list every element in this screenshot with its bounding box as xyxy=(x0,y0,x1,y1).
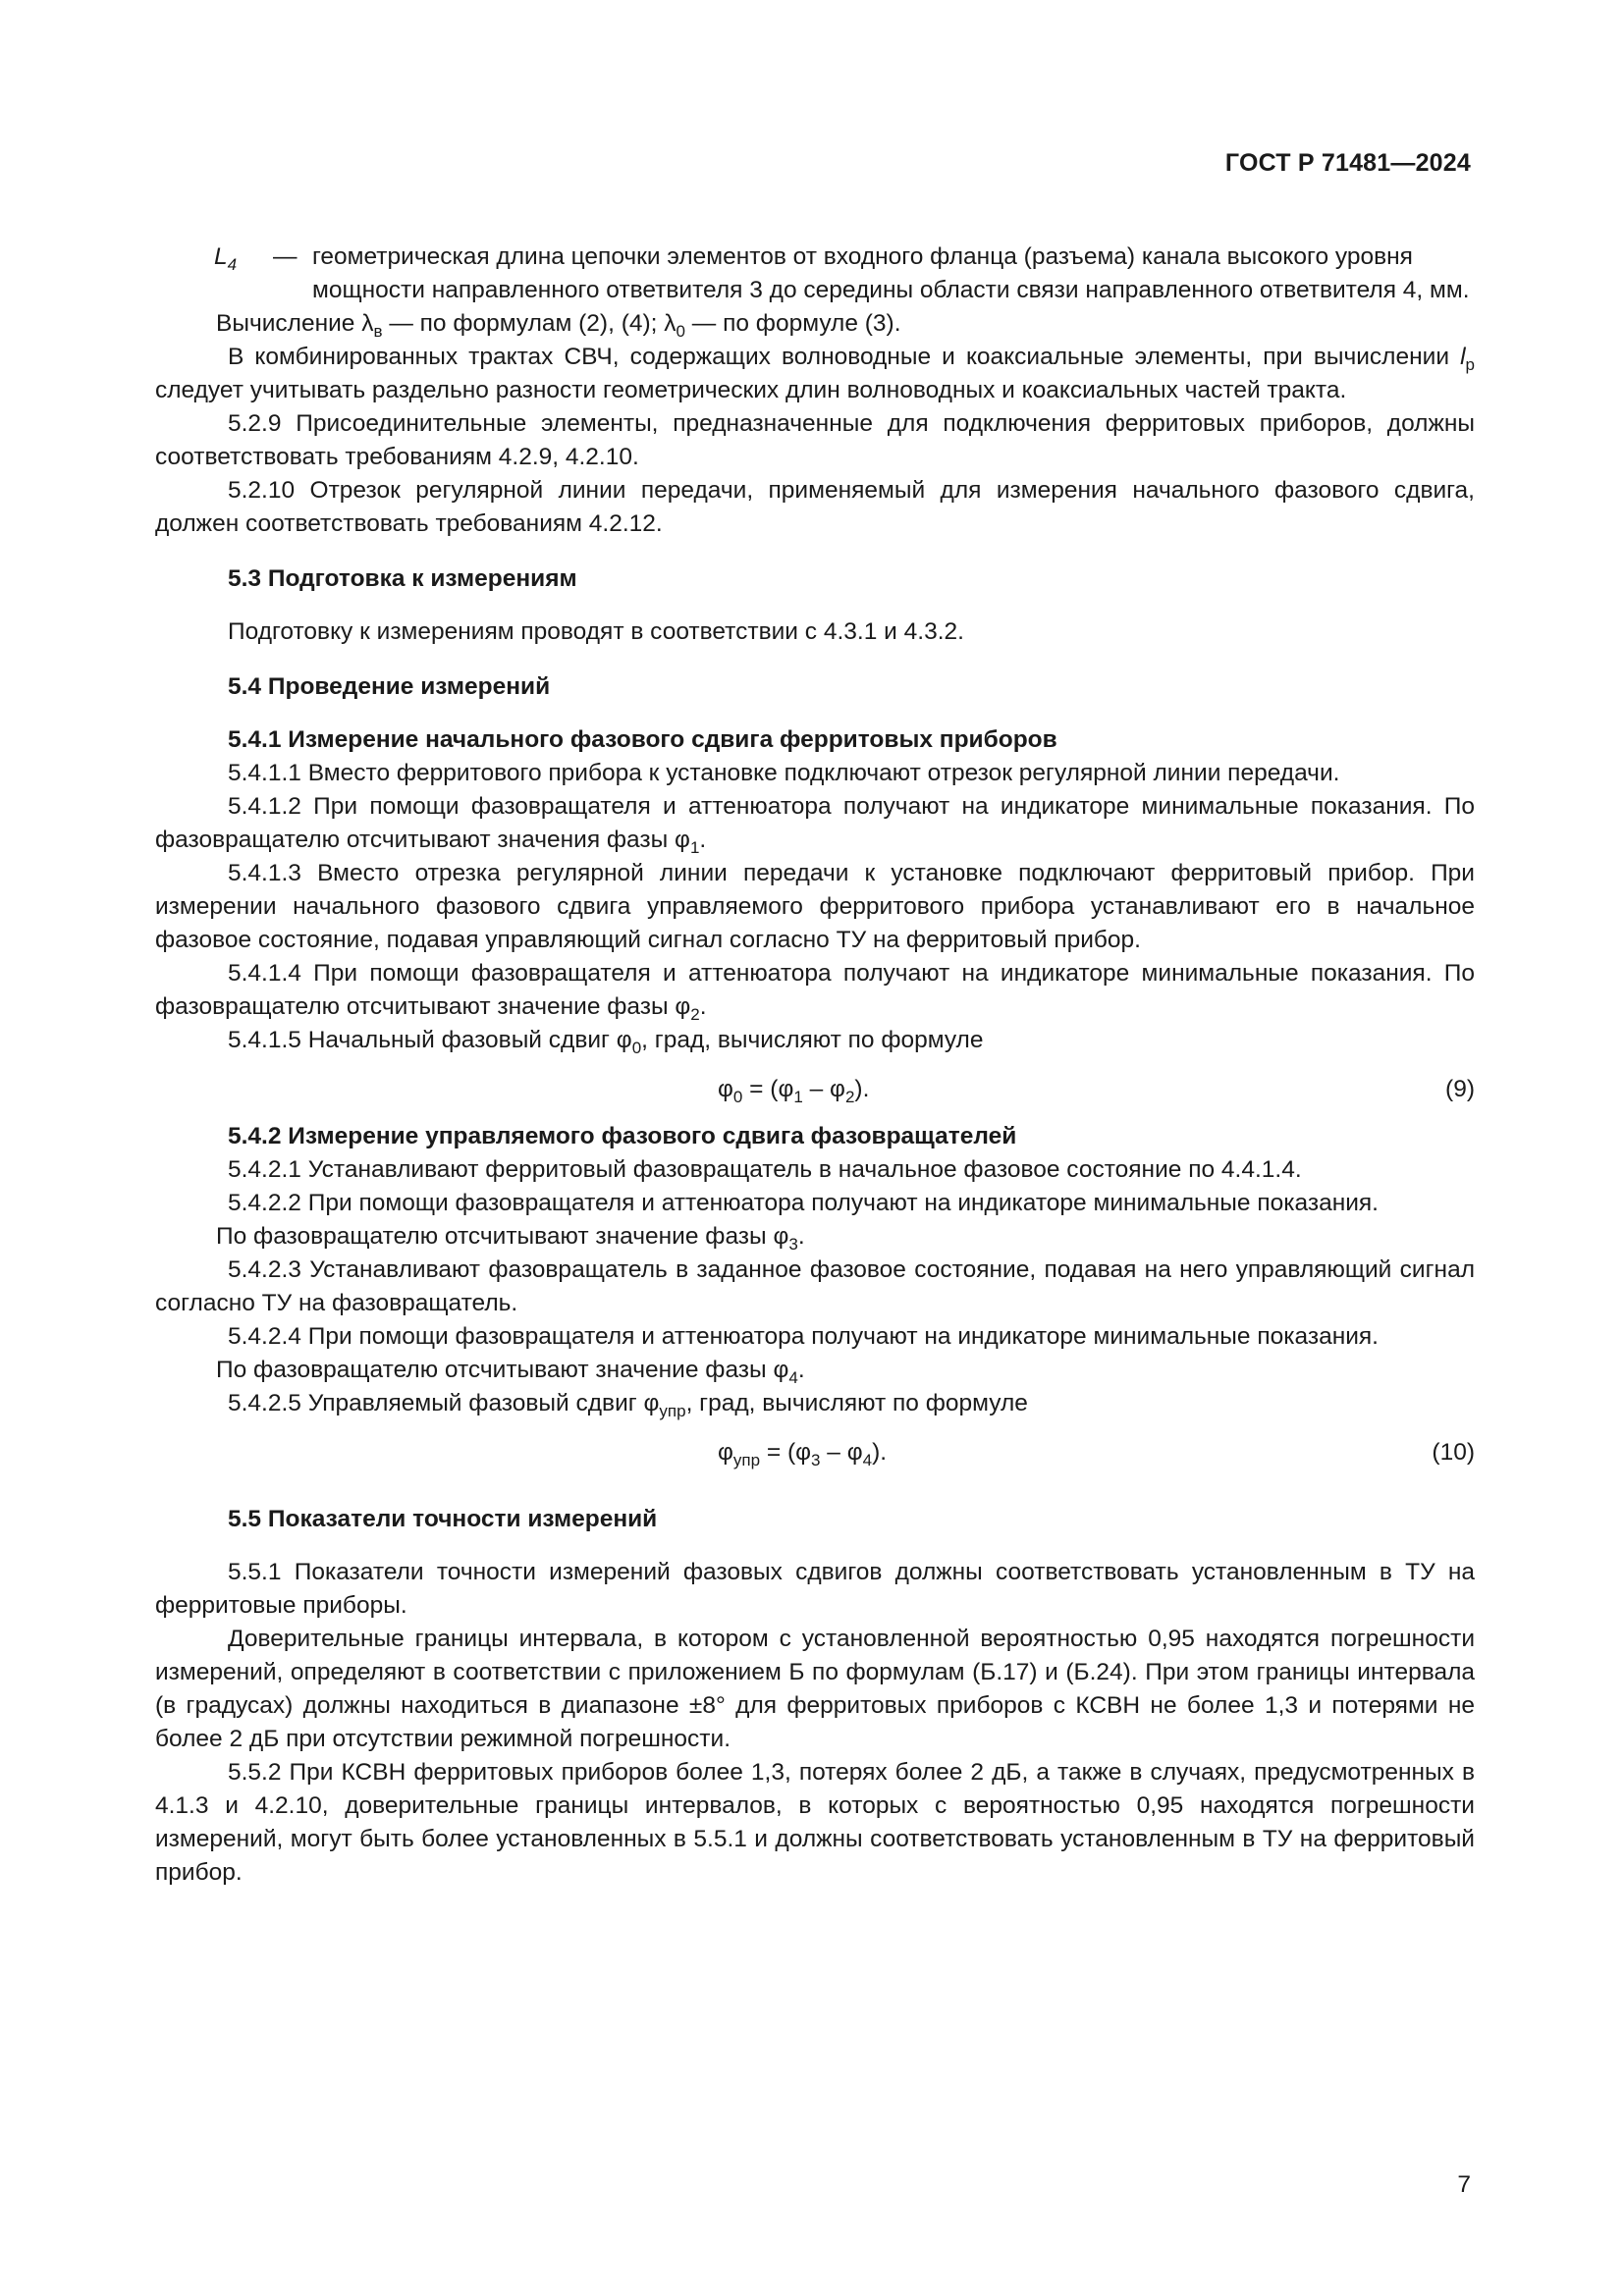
clause-5-4-1-2: 5.4.1.2 При помощи фазовращателя и аттенюатора получают на индикаторе минимальные показания. По фазовращателю отсчитывают значения фазы $\varphi_1$. xyxy=(155,793,1475,857)
formula-10 xyxy=(155,1430,1475,1473)
document-code-header: ГОСТ Р 71481—2024 xyxy=(1224,149,1471,177)
clause-5-5-1: 5.5.1 Показатели точности измерений фазовых сдвигов должны соответствовать установленным в ТУ на ферритовые приборы. xyxy=(155,1559,1475,1619)
symbol-subscript: 4 xyxy=(227,255,238,274)
definition-text: геометрическая длина цепочки элементов от входного фланца (разъема) канала высокого уровня мощности направленного ответвителя 3 до середины области связи направленного ответвителя 4, мм. xyxy=(312,243,1470,303)
heading-5-4-1: 5.4.1 Измерение начального фазового сдвига ферритовых приборов xyxy=(228,726,1057,753)
clause-5-3-text: Подготовку к измерениям проводят в соответствии с 4.3.1 и 4.3.2. xyxy=(228,618,964,645)
formula-10-number: (10) xyxy=(1432,1439,1475,1466)
read-phase-3: По фазовращателю отсчитывают значение фазы $\varphi_3$. xyxy=(216,1223,805,1254)
clause-5-4-1-5: 5.4.1.5 Начальный фазовый сдвиг $\varphi_0$, град, вычисляют по формуле xyxy=(228,1027,984,1057)
heading-5-4-2: 5.4.2 Измерение управляемого фазового сдвига фазовращателей xyxy=(228,1123,1017,1149)
document-body xyxy=(155,240,1475,1890)
heading-5-4: 5.4 Проведение измерений xyxy=(228,673,551,700)
clause-5-2-9: 5.2.9 Присоединительные элементы, предназначенные для подключения ферритовых приборов, должны соответствовать требованиям 4.2.9, 4.2.10. xyxy=(155,410,1475,470)
formula-10-expression: $\varphi_{упр} = (\varphi_3 - \varphi_4)$. xyxy=(718,1439,888,1469)
read-phase-4: По фазовращателю отсчитывают значение фазы $\varphi_4$. xyxy=(216,1357,805,1387)
clause-5-4-2-1: 5.4.2.1 Устанавливают ферритовый фазовращатель в начальное фазовое состояние по 4.4.1.4. xyxy=(228,1156,1302,1183)
clause-5-5-2: 5.5.2 При КСВН ферритовых приборов более 1,3, потерях более 2 дБ, а также в случаях, предусмотренных в 4.1.3 и 4.2.10, доверительные границы интервалов, в которых с вероятностью 0,95 находятся погрешности измерений, могут быть более установленных в 5.5.1 и должны соответствовать установленным в ТУ на ферритовый прибор. xyxy=(155,1759,1475,1886)
heading-5-3: 5.3 Подготовка к измерениям xyxy=(228,565,577,592)
clause-5-4-1-3: 5.4.1.3 Вместо отрезка регулярной линии передачи к установке подключают ферритовый прибор. При измерении начального фазового сдвига управляемого ферритового прибора устанавливают его в начальное фазовое состояние, подавая управляющий сигнал согласно ТУ на ферритовый прибор. xyxy=(155,860,1475,953)
confidence-bounds-paragraph: Доверительные границы интервала, в котором с установленной вероятностью 0,95 находятся погрешности измерений, определяют в соответствии с приложением Б по формулам (Б.17) и (Б.24). При этом границы интервала (в градусах) должны находиться в диапазоне ±8° для ферритовых приборов с КСВН не более 1,3 и потерями не более 2 дБ при отсутствии режимной погрешности. xyxy=(155,1626,1475,1752)
page-number: 7 xyxy=(1457,2171,1471,2198)
clause-5-4-1-4: 5.4.1.4 При помощи фазовращателя и аттенюатора получают на индикаторе минимальные показания. По фазовращателю отсчитывают значение фазы $\varphi_2$. xyxy=(155,960,1475,1024)
heading-5-5: 5.5 Показатели точности измерений xyxy=(228,1506,658,1532)
definition-symbol xyxy=(155,240,273,307)
formula-9-number: (9) xyxy=(1445,1076,1475,1102)
clause-5-4-2-4: 5.4.2.4 При помощи фазовращателя и аттенюатора получают на индикаторе минимальные показания. xyxy=(228,1323,1379,1350)
clause-5-4-2-5: 5.4.2.5 Управляемый фазовый сдвиг $\varphi_{упр}$, град, вычисляют по формуле xyxy=(228,1390,1028,1420)
definition-dash: — xyxy=(273,243,298,270)
definition-entry xyxy=(155,240,1475,307)
formula-9-expression: $\varphi_0 = (\varphi_1 - \varphi_2)$. xyxy=(718,1076,870,1106)
clause-5-4-2-2: 5.4.2.2 При помощи фазовращателя и аттенюатора получают на индикаторе минимальные показания. xyxy=(228,1190,1379,1216)
combined-paths-paragraph: В комбинированных трактах СВЧ, содержащих волноводные и коаксиальные элементы, при вычислении $l_р$ следует учитывать раздельно разности геометрических длин волноводных и коаксиальных частей тракта. xyxy=(155,344,1475,403)
symbol-letter: L xyxy=(214,243,228,270)
clause-5-2-10: 5.2.10 Отрезок регулярной линии передачи, применяемый для измерения начального фазового сдвига, должен соответствовать требованиям 4.2.12. xyxy=(155,477,1475,537)
clause-5-4-2-3: 5.4.2.3 Устанавливают фазовращатель в заданное фазовое состояние, подавая на него управляющий сигнал согласно ТУ на фазовращатель. xyxy=(155,1256,1475,1316)
formula-9 xyxy=(155,1067,1475,1110)
clause-5-4-1-1: 5.4.1.1 Вместо ферритового прибора к установке подключают отрезок регулярной линии передачи. xyxy=(228,760,1340,786)
calculation-note: Вычисление $\lambda_в$ — по формулам (2), (4); $\lambda_0$ — по формуле (3). xyxy=(216,310,901,341)
